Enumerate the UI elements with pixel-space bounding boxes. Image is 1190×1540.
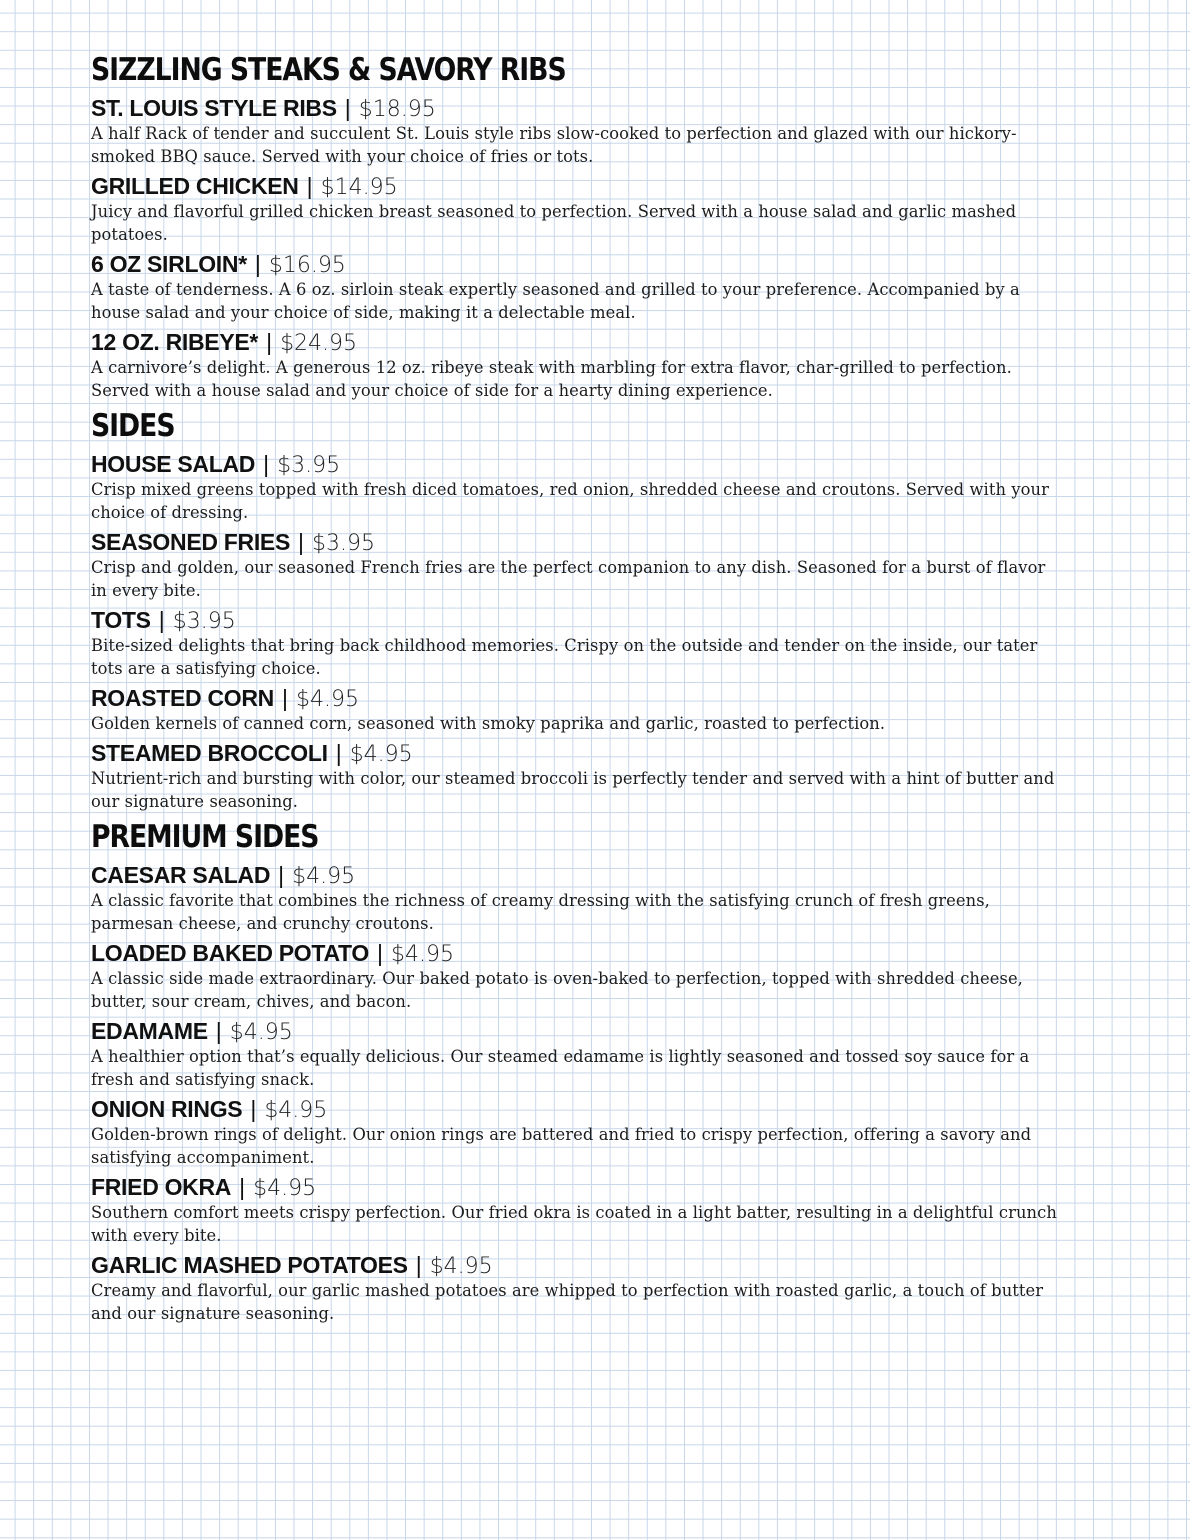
item-separator: | — [266, 329, 273, 355]
item-separator: | — [215, 1018, 222, 1044]
item-description: Bite-sized delights that bring back childhood memories. Crispy on the outside and tender on the inside, our tater tots are a satisfying choice. — [91, 636, 1038, 678]
item-name: STEAMED BROCCOLI — [91, 740, 328, 766]
item-price: $4.95 — [390, 942, 454, 967]
item-price: $16.95 — [268, 253, 346, 278]
item-name: HOUSE SALAD — [91, 451, 256, 477]
menu-item — [91, 739, 1059, 813]
item-price: $18.95 — [358, 97, 436, 122]
menu-item — [91, 861, 1059, 935]
item-separator: | — [263, 451, 270, 477]
item-separator: | — [335, 740, 342, 766]
item-name: FRIED OKRA — [91, 1174, 232, 1200]
item-description: Juicy and flavorful grilled chicken breast seasoned to perfection. Served with a house salad and garlic mashed potatoes. — [91, 202, 1017, 244]
item-price: $4.95 — [429, 1254, 493, 1279]
item-price: $4.95 — [295, 687, 359, 712]
item-separator: | — [250, 1096, 257, 1122]
menu-item-header — [91, 1251, 1059, 1279]
menu-item-header — [91, 172, 1059, 200]
menu-item — [91, 1095, 1059, 1169]
item-description: Creamy and flavorful, our garlic mashed potatoes are whipped to perfection with roasted garlic, a touch of butter and our signature seasoning. — [91, 1281, 1044, 1323]
item-separator: | — [278, 862, 285, 888]
item-name: ONION RINGS — [91, 1096, 243, 1122]
item-description: A half Rack of tender and succulent St. Louis style ribs slow-cooked to perfection and glazed with our hickory-smoked BBQ sauce. Served with your choice of fries or tots. — [91, 124, 1017, 166]
menu-page — [91, 50, 1059, 1329]
menu-item — [91, 1173, 1059, 1247]
item-name: LOADED BAKED POTATO — [91, 940, 369, 966]
item-name: TOTS — [91, 607, 151, 633]
item-separator: | — [254, 251, 261, 277]
item-name: ST. LOUIS STYLE RIBS — [91, 95, 337, 121]
section-title: PREMIUM SIDES — [91, 819, 319, 855]
item-separator: | — [239, 1174, 246, 1200]
item-price: $4.95 — [253, 1176, 317, 1201]
item-price: $3.95 — [312, 531, 375, 556]
menu-item-header — [91, 939, 1059, 967]
menu-item-header — [91, 528, 1059, 556]
menu-item — [91, 250, 1059, 324]
item-price: $14.95 — [320, 175, 398, 200]
item-price: $4.95 — [292, 864, 356, 889]
menu-item — [91, 684, 1059, 735]
item-price: $4.95 — [349, 742, 413, 767]
item-description: A healthier option that’s equally delicious. Our steamed edamame is lightly seasoned and tossed soy sauce for a fresh and satisfying snack. — [91, 1047, 1030, 1089]
menu-item-header — [91, 684, 1059, 712]
section-premium-sides — [91, 817, 1059, 1325]
item-separator: | — [158, 607, 165, 633]
section-sides — [91, 406, 1059, 813]
menu-item-header — [91, 861, 1059, 889]
item-description: Golden-brown rings of delight. Our onion rings are battered and fried to crispy perfection, offering a savory and satisfying accompaniment. — [91, 1125, 1032, 1167]
menu-item-header — [91, 250, 1059, 278]
item-separator: | — [281, 685, 288, 711]
menu-item — [91, 1251, 1059, 1325]
item-separator: | — [306, 173, 313, 199]
menu-item — [91, 606, 1059, 680]
item-name: SEASONED FRIES — [91, 529, 291, 555]
item-description: Southern comfort meets crispy perfection. Our fried okra is coated in a light batter, resulting in a delightful crunch with every bite. — [91, 1203, 1057, 1245]
item-description: Crisp mixed greens topped with fresh diced tomatoes, red onion, shredded cheese and croutons. Served with your choice of dressing. — [91, 480, 1049, 522]
item-price: $3.95 — [277, 453, 341, 478]
item-description: A taste of tenderness. A 6 oz. sirloin steak expertly seasoned and grilled to your preference. Accompanied by a house salad and your choice of side, making it a delectable meal. — [91, 280, 1020, 322]
menu-item — [91, 94, 1059, 168]
menu-item-header — [91, 94, 1059, 122]
menu-item — [91, 528, 1059, 602]
section-steaks-ribs — [91, 50, 1059, 402]
menu-item-header — [91, 1095, 1059, 1123]
menu-item — [91, 172, 1059, 246]
item-description: Crisp and golden, our seasoned French fries are the perfect companion to any dish. Seasoned for a burst of flavor in every bite. — [91, 558, 1046, 600]
item-description: Nutrient-rich and bursting with color, our steamed broccoli is perfectly tender and served with a hint of butter and our signature seasoning. — [91, 769, 1055, 811]
item-name: 6 OZ SIRLOIN* — [91, 251, 247, 277]
menu-item-header — [91, 739, 1059, 767]
menu-item-header — [91, 1173, 1059, 1201]
section-title: SIZZLING STEAKS & SAVORY RIBS — [91, 52, 566, 88]
item-price: $4.95 — [229, 1020, 293, 1045]
menu-item — [91, 328, 1059, 402]
item-price: $24.95 — [280, 331, 358, 356]
item-separator: | — [344, 95, 351, 121]
menu-item — [91, 939, 1059, 1013]
item-name: GRILLED CHICKEN — [91, 173, 299, 199]
item-name: 12 OZ. RIBEYE* — [91, 329, 259, 355]
menu-item — [91, 450, 1059, 524]
section-title: SIDES — [91, 408, 175, 444]
item-description: A classic favorite that combines the richness of creamy dressing with the satisfying crunch of fresh greens, parmesan cheese, and crunchy croutons. — [91, 891, 990, 933]
menu-item-header — [91, 450, 1059, 478]
item-separator: | — [415, 1252, 422, 1278]
item-price: $4.95 — [264, 1098, 328, 1123]
menu-item-header — [91, 606, 1059, 634]
item-description: A classic side made extraordinary. Our baked potato is oven-baked to perfection, topped with shredded cheese, butter, sour cream, chives, and bacon. — [91, 969, 1023, 1011]
item-separator: | — [298, 529, 304, 555]
item-description: A carnivore’s delight. A generous 12 oz. ribeye steak with marbling for extra flavor, char-grilled to perfection. Served with a house salad and your choice of side for a hearty dining experience. — [91, 358, 1012, 400]
item-name: CAESAR SALAD — [91, 862, 271, 888]
item-price: $3.95 — [172, 609, 236, 634]
item-separator: | — [376, 940, 383, 966]
item-description: Golden kernels of canned corn, seasoned with smoky paprika and garlic, roasted to perfection. — [91, 714, 886, 733]
menu-item — [91, 1017, 1059, 1091]
item-name: GARLIC MASHED POTATOES — [91, 1252, 408, 1278]
item-name: EDAMAME — [91, 1018, 208, 1044]
menu-item-header — [91, 1017, 1059, 1045]
menu-item-header — [91, 328, 1059, 356]
item-name: ROASTED CORN — [91, 685, 274, 711]
